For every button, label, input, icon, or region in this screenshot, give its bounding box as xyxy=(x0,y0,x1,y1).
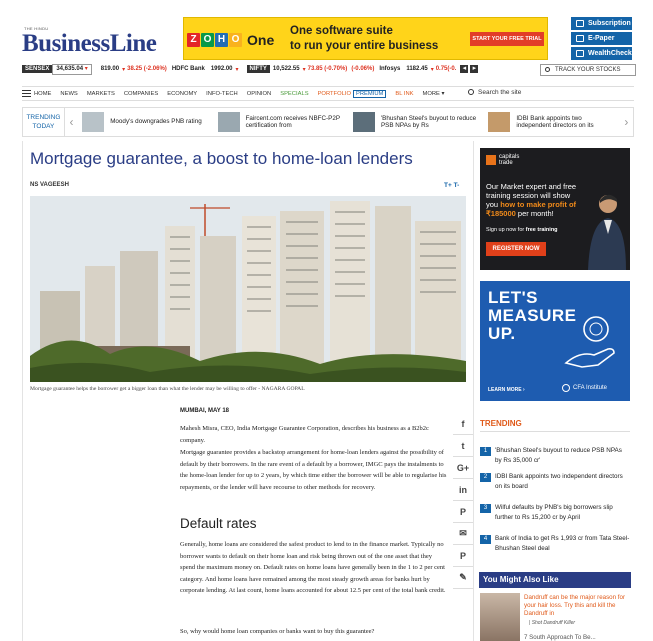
nav-markets[interactable]: MARKETS xyxy=(86,90,115,97)
article-dateline: MUMBAI, MAY 18 xyxy=(180,408,230,414)
article-headline: Mortgage guarantee, a boost to home-loan lenders xyxy=(30,149,413,168)
comment-icon[interactable]: ✎ xyxy=(453,567,473,589)
epaper-button[interactable] xyxy=(571,32,632,45)
track-stocks-button[interactable] xyxy=(540,64,636,76)
trending-rank: 4 xyxy=(480,535,491,544)
search-icon xyxy=(468,89,474,95)
stock1-change: 38.25 (-2.06%) xyxy=(127,66,167,72)
ad-line-1: One software suite xyxy=(290,25,393,37)
menu-icon[interactable] xyxy=(22,90,31,97)
trending-rank: 1 xyxy=(480,447,491,456)
zoho-letter: Z xyxy=(187,33,200,47)
capitals-trade-logo: capitals trade xyxy=(486,154,519,166)
zoho-letter: O xyxy=(229,33,242,47)
start-trial-button[interactable]: START YOUR FREE TRIAL xyxy=(470,32,544,46)
nav-specials[interactable]: SPECIALS xyxy=(280,90,309,97)
stock-ticker xyxy=(22,63,526,75)
thumbnail xyxy=(82,112,104,132)
nifty-label[interactable]: NIFTY xyxy=(247,65,270,73)
epaper-label: E-Paper xyxy=(588,35,615,42)
stock3-arrow: ▾ xyxy=(430,66,434,73)
nav-home[interactable]: HOME xyxy=(34,90,52,97)
photo-caption: Mortgage guarantee helps the borrower get a bigger loan than what the lender may be willing to offer - NAGARA GOPAL xyxy=(30,386,305,392)
main-nav xyxy=(22,86,634,101)
trending-list-item[interactable] xyxy=(480,446,630,466)
trending-item[interactable] xyxy=(484,108,619,136)
zoho-letter: H xyxy=(215,33,228,47)
thumbnail xyxy=(218,112,240,132)
trending-text: IDBI Bank appoints two independent directors on its board xyxy=(495,473,623,490)
nav-news[interactable]: NEWS xyxy=(60,90,78,97)
trending-text: Wilful defaults by PNB's big borrowers slip further to Rs 15,200 cr by April xyxy=(495,504,613,521)
stock3-change: 0.75(-0. xyxy=(435,66,457,72)
trending-today-label: TRENDING TODAY xyxy=(23,108,65,136)
trending-next-button[interactable]: › xyxy=(624,115,629,129)
nav-info-tech[interactable]: INFO-TECH xyxy=(206,90,238,97)
top-banner-ad[interactable] xyxy=(183,17,548,60)
trending-title: TRENDING xyxy=(480,419,522,428)
nifty-arrow: ▾ xyxy=(302,66,306,73)
cfa-logo: CFA Institute xyxy=(562,384,607,392)
register-now-button[interactable]: REGISTER NOW xyxy=(486,242,546,256)
epaper-icon xyxy=(576,35,584,42)
zoho-one-text: One xyxy=(247,31,275,48)
sensex-value: 34,635.04 xyxy=(56,65,84,72)
learn-more-link[interactable]: LEARN MORE › xyxy=(488,387,525,393)
trending-item[interactable] xyxy=(78,108,213,136)
text-size-controls[interactable]: T+ T- xyxy=(444,182,460,189)
trending-today-bar xyxy=(22,107,634,137)
print-icon[interactable]: P xyxy=(453,545,473,567)
article-paragraph: So, why would home loan companies or banks want to buy this guarantee? xyxy=(180,628,375,635)
thumbnail xyxy=(488,112,510,132)
site-logo[interactable] xyxy=(22,26,172,56)
trending-text: Bank of India to get Rs 1,993 cr from Tata Steel-Bhushan Steel deal xyxy=(495,535,630,552)
trending-list-item[interactable] xyxy=(480,534,630,554)
article-paragraph: Mortgage guarantee provides a backstop arrangement for home-loan lenders against the possibility of default by their borrowers. In the rare event of a default by a borrower, IMGC pays the instalments to the home-loan lender for up to 2 years, by which time either the borrower will be able to regularise his repayments, or the lender will have recourse to other methods for recovery. xyxy=(180,449,447,491)
recommended-thumbnail[interactable] xyxy=(480,593,520,641)
subscription-button[interactable] xyxy=(571,17,632,30)
capitals-ad-text: Our Market expert and free training session will show you how to make profit of ₹185000 per month! xyxy=(486,182,577,218)
stock2-name[interactable]: HDFC Bank xyxy=(171,66,205,72)
capitals-trade-ad[interactable] xyxy=(480,148,630,270)
trending-list-item[interactable] xyxy=(480,503,630,523)
subscription-label: Subscription xyxy=(588,20,631,27)
nav-companies[interactable]: COMPANIES xyxy=(123,90,159,97)
ticker-prev-button[interactable]: ◂ xyxy=(460,65,468,73)
stock3-value: 1182.45 xyxy=(406,66,428,72)
sensex-label[interactable]: SENSEX xyxy=(22,65,52,73)
subscription-icon xyxy=(576,20,584,27)
logo-tagline: THE HINDU xyxy=(24,26,49,31)
hand-icon xyxy=(564,311,624,379)
wealthcheck-label: WealthCheck xyxy=(588,50,632,57)
man-illustration xyxy=(586,190,626,270)
social-share-bar xyxy=(453,413,473,589)
wealthcheck-icon xyxy=(576,50,584,57)
buildings-illustration xyxy=(30,196,466,382)
article-byline[interactable]: NS VAGEESH xyxy=(30,182,69,188)
recommended-item-text[interactable]: Dandruff can be the major reason for your hair loss. Try this and kill the Dandruff in xyxy=(524,594,626,617)
sensex-value-box[interactable] xyxy=(52,64,91,75)
stock2-value: 1992.00 xyxy=(210,66,233,72)
logo-name: BusinessLine xyxy=(22,30,157,57)
trending-item[interactable] xyxy=(349,108,484,136)
nifty-change: 73.85 (-0.70%) xyxy=(307,66,348,72)
stock2-arrow: ▾ xyxy=(235,66,239,73)
nav-bl-ink[interactable]: BL INK xyxy=(395,90,414,97)
recommended-item-source: | Shot Dandruff Killer xyxy=(529,620,576,626)
nav-portfolio[interactable]: PORTFOLIO xyxy=(317,90,351,97)
ad-line-2: to run your entire business xyxy=(290,40,439,52)
article-paragraph: Generally, home loans are considered the safest product to lend to in the finance market. Typically no borrower wants to default on their home loan and risk being thrown out of the one asset that they spend the maximum money on. Default rates on home loans have generally been in the 1 to 2 per cent category. And home loans have remained among the most steady growth areas for banks hurt by corporate lending. At last count, home loans accounted for about 12.5 per cent of the total bank credit. xyxy=(180,541,446,594)
trending-list-item[interactable] xyxy=(480,472,630,492)
stock3-name[interactable]: Infosys xyxy=(379,66,401,72)
facebook-icon[interactable]: f xyxy=(453,413,473,435)
sensex-arrow: ▾ xyxy=(84,65,88,72)
cfa-ad-headline: LET'S MEASURE UP. xyxy=(488,288,577,343)
track-stocks-label: TRACK YOUR STOCKS xyxy=(555,67,621,73)
ticker-next-button[interactable]: ▸ xyxy=(470,65,478,73)
stock1-value: 819.00 xyxy=(100,66,120,72)
trending-rank: 2 xyxy=(480,473,491,482)
stock1-arrow: ▾ xyxy=(122,66,126,73)
trending-item-text: IDBI Bank appoints two independent directors on its xyxy=(516,114,594,129)
nav-opinion[interactable]: OPINION xyxy=(246,90,272,97)
divider xyxy=(480,431,630,432)
nav-more[interactable]: MORE ▾ xyxy=(422,90,445,97)
zoho-logo xyxy=(187,31,274,48)
article-photo xyxy=(30,196,466,382)
nifty-extra-change: (-0.06%) xyxy=(351,66,375,72)
nav-premium[interactable]: PREMIUM xyxy=(353,90,386,98)
trending-prev-button[interactable]: ‹ xyxy=(69,115,74,129)
trending-item[interactable] xyxy=(214,108,349,136)
site-search[interactable] xyxy=(468,89,521,96)
trending-item-text: 'Bhushan Steel's buyout to reduce PSB NPAs by Rs xyxy=(380,114,477,129)
you-might-also-like-header: You Might Also Like xyxy=(479,572,631,588)
wealthcheck-button[interactable] xyxy=(571,47,632,60)
google-plus-icon[interactable]: G+ xyxy=(453,457,473,479)
trending-rank: 3 xyxy=(480,504,491,513)
pinterest-icon[interactable]: P xyxy=(453,501,473,523)
zoho-letter: O xyxy=(201,33,214,47)
capitals-signup-text: Sign up now for free training xyxy=(486,227,558,233)
nifty-value: 10,522.55 xyxy=(272,66,300,72)
article-subheading: Default rates xyxy=(180,516,257,531)
cfa-institute-ad[interactable] xyxy=(480,281,630,401)
email-icon[interactable]: ✉ xyxy=(453,523,473,545)
twitter-icon[interactable]: t xyxy=(453,435,473,457)
trending-text: 'Bhushan Steel's buyout to reduce PSB NPAs by Rs 35,000 cr' xyxy=(495,447,622,464)
trending-item-text: Faircent.com receives NBFC-P2P certification from xyxy=(245,114,340,129)
nav-economy[interactable]: ECONOMY xyxy=(167,90,198,97)
search-placeholder: Search the site xyxy=(478,89,522,96)
linkedin-icon[interactable]: in xyxy=(453,479,473,501)
search-icon xyxy=(545,67,550,72)
thumbnail xyxy=(353,112,375,132)
article-paragraph: Mahesh Misra, CEO, India Mortgage Guarantee Corporation, describes his business as a B2b2c company. xyxy=(180,425,429,444)
trending-item-text: Moody's downgrades PNB rating xyxy=(110,118,202,126)
recommended-item-text[interactable]: 7 South Approach To Be... xyxy=(524,634,596,641)
